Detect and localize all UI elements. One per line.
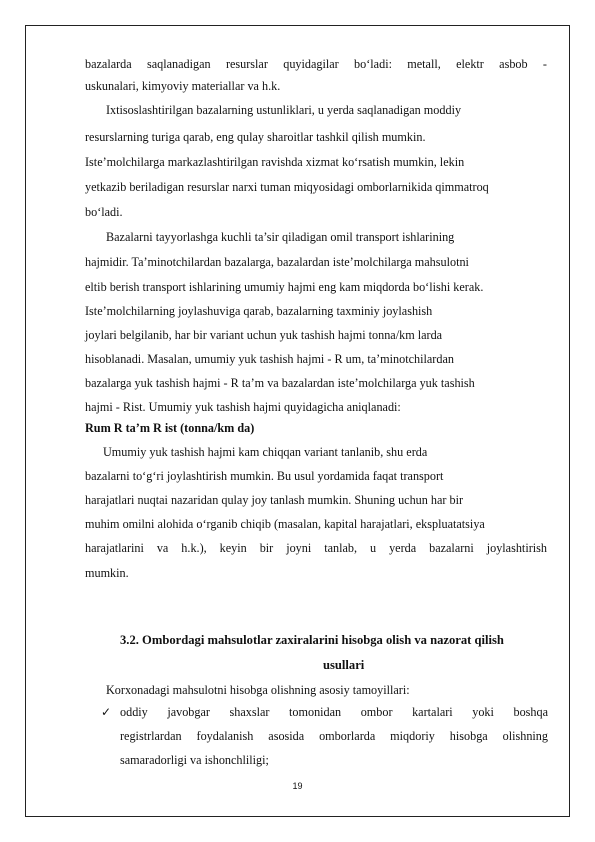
intro-text: Korxonadagi mahsulotni hisobga olishning asosiy tamoyillari:	[106, 683, 410, 697]
section-heading: 3.2. Ombordagi mahsulotlar zaxiralarini hisobga olish va nazorat qilish	[120, 633, 504, 647]
text-line: Bazalarni tayyorlashga kuchli ta’sir qiladigan omil transport ishlarining	[106, 230, 455, 244]
text-line: resurslarning turiga qarab, eng qulay sharoitlar tashkil qilish mumkin.	[85, 130, 426, 144]
text-line: Iste’molchilarga markazlashtirilgan ravishda xizmat ko‘rsatish mumkin, lekin	[85, 155, 465, 169]
list-item-line: samaradorligi va ishonchliligi;	[120, 753, 269, 767]
text-line: hisoblanadi. Masalan, umumiy yuk tashish hajmi - R um, ta’minotchilardan	[85, 352, 454, 366]
text-line: uskunalari, kimyoviy materiallar va h.k.	[85, 79, 281, 93]
text-line: harajatlari nuqtai nazaridan qulay joy tanlash mumkin. Shuning uchun har bir	[85, 493, 464, 507]
text-line: yetkazib beriladigan resurslar narxi tuman miqyosidagi omborlarnikida qimmatroq	[85, 180, 489, 194]
list-item-line: oddiy javobgar shaxslar tomonidan ombor kartalari yoki boshqa	[120, 705, 548, 719]
text-line: joylari belgilanib, har bir variant uchun yuk tashish hajmi tonna/km larda	[85, 328, 443, 342]
text-line: Iste’molchilarning joylashuviga qarab, bazalarning taxminiy joylashish	[85, 304, 433, 318]
check-mark-icon: ✓	[101, 705, 112, 719]
list-item-line: registrlardan foydalanish asosida omborlarda miqdoriy hisobga olishning	[120, 729, 548, 743]
text-line: hajmidir. Ta’minotchilardan bazalarga, bazalardan iste’molchilarga mahsulotni	[85, 255, 469, 269]
text-line: Umumiy yuk tashish hajmi kam chiqqan variant tanlanib, shu erda	[103, 445, 428, 459]
formula: Rum R ta’m R ist (tonna/km da)	[85, 421, 255, 435]
text-line: bazalarda saqlanadigan resurslar quyidagilar bo‘ladi: metall, elektr asbob -	[85, 57, 547, 71]
section-heading: usullari	[323, 658, 365, 672]
text-line: harajatlarini va h.k.), keyin bir joyni tanlab, u yerda bazalarni joylashtirish	[85, 541, 547, 555]
page-number: 19	[292, 781, 303, 791]
text-line: Ixtisoslashtirilgan bazalarning ustunliklari, u yerda saqlanadigan moddiy	[106, 103, 462, 117]
text-line: bo‘ladi.	[85, 205, 123, 219]
text-line: bazalarni to‘g‘ri joylashtirish mumkin. Bu usul yordamida faqat transport	[85, 469, 444, 483]
text-line: muhim omilni alohida o‘rganib chiqib (masalan, kapital harajatlari, ekspluatatsiya	[85, 517, 485, 531]
text-line: eltib berish transport ishlarining umumiy hajmi eng kam miqdorda bo‘lishi kerak.	[85, 280, 484, 294]
text-line: mumkin.	[85, 566, 129, 580]
text-line: bazalarga yuk tashish hajmi - R ta’m va bazalardan iste’molchilarga yuk tashish	[85, 376, 475, 390]
text-line: hajmi - Rist. Umumiy yuk tashish hajmi quyidagicha aniqlanadi:	[85, 400, 401, 414]
